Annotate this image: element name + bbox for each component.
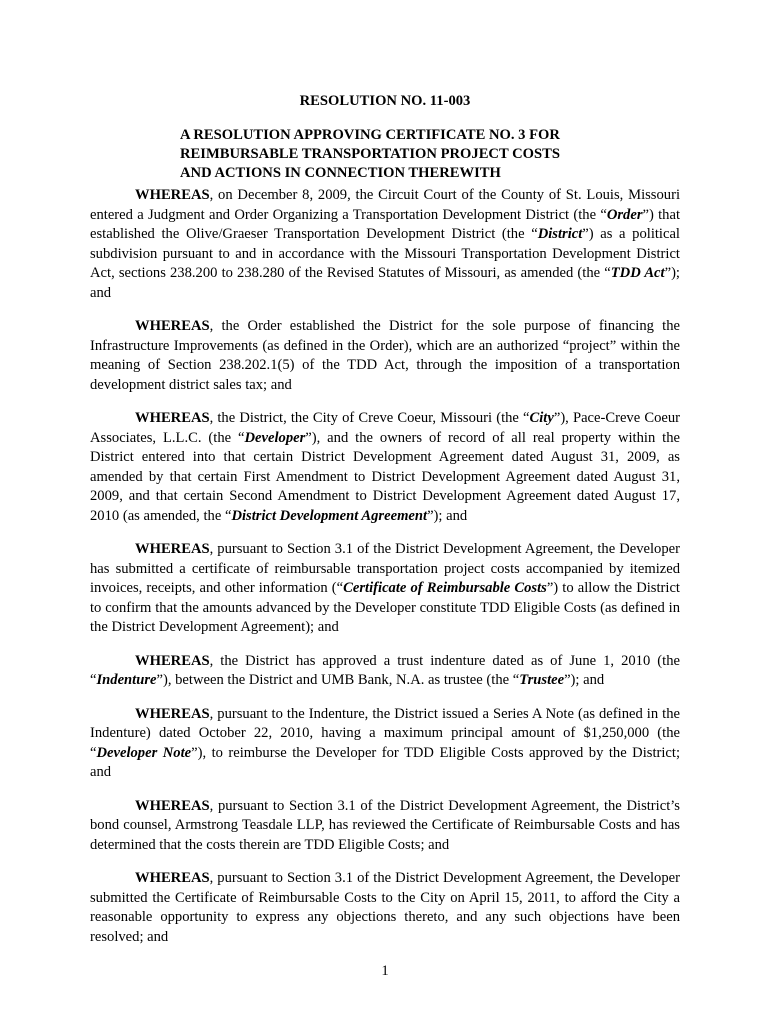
defined-term: District Development Agreement	[231, 507, 428, 524]
resolution-title	[180, 126, 600, 183]
defined-term: Trustee	[519, 672, 565, 688]
whereas-paragraph	[90, 705, 680, 783]
whereas-paragraph	[90, 540, 680, 638]
resolution-number: RESOLUTION NO. 11-003	[299, 93, 471, 109]
paragraph-text: , the District, the City of Creve Coeur, Missouri (the “	[209, 410, 530, 426]
whereas-paragraph	[90, 652, 680, 691]
defined-term: City	[529, 410, 554, 426]
whereas-lead: WHEREAS	[135, 410, 210, 426]
paragraph-text: ”), Pace-Creve Coeur Associates, L.L.C. (the “	[90, 410, 680, 446]
paragraph-text: ”), to reimburse the Developer for TDD Eligible Costs approved by the District; and	[90, 744, 680, 780]
defined-term: Order	[606, 206, 643, 223]
defined-term: Indenture	[96, 672, 157, 688]
defined-term: TDD Act	[610, 265, 665, 281]
title-line: A RESOLUTION APPROVING CERTIFICATE NO. 3 FOR	[180, 127, 560, 143]
paragraph-text: ”); and	[427, 507, 468, 524]
paragraph-text: , the District has approved a trust indenture dated as of June 1, 2010 (the “	[90, 652, 680, 688]
paragraph-text: ”) as a political subdivision pursuant to and in accordance with the Missouri Transportation Development District Act, sections 238.200 to 238.280 of the Revised Statutes of Missouri, as amended (the “	[90, 226, 680, 281]
title-line: AND ACTIONS IN CONNECTION THEREWITH	[180, 165, 501, 181]
whereas-paragraph	[90, 186, 680, 303]
defined-term: Developer	[244, 429, 306, 446]
whereas-lead: WHEREAS	[135, 187, 210, 203]
whereas-paragraph	[90, 317, 680, 395]
whereas-lead: WHEREAS	[135, 652, 210, 669]
defined-term: Developer Note	[96, 744, 192, 761]
paragraph-text: ”); and	[90, 265, 680, 301]
whereas-paragraph	[90, 797, 680, 856]
document-body	[90, 186, 680, 961]
paragraph-text: ”) to allow the District to confirm that the amounts advanced by the Developer constitute TDD Eligible Costs (as defined in the District Development Agreement); and	[90, 580, 680, 635]
defined-term: Certificate of Reimbursable Costs	[343, 580, 547, 596]
title-line: REIMBURSABLE TRANSPORTATION PROJECT COSTS	[180, 146, 560, 162]
whereas-lead: WHEREAS	[135, 541, 210, 557]
whereas-lead: WHEREAS	[135, 870, 210, 886]
whereas-lead: WHEREAS	[135, 705, 210, 722]
whereas-lead: WHEREAS	[135, 797, 210, 814]
whereas-paragraph	[90, 409, 680, 526]
paragraph-text: , the Order established the District for the sole purpose of financing the Infrastructure Improvements (as defined in the Order), which are an authorized “project” within the meaning of Section 238.202.1(5) of the TDD Act, through the imposition of a transportation development district sales tax; and	[90, 318, 680, 393]
whereas-paragraph	[90, 869, 680, 947]
paragraph-text: ”), between the District and UMB Bank, N.A. as trustee (the “	[156, 672, 520, 688]
paragraph-text: ”) that established the Olive/Graeser Transportation Development District (the “	[90, 206, 681, 242]
defined-term: District	[537, 226, 583, 242]
page-number: 1	[381, 963, 389, 979]
paragraph-text: ”), and the owners of record of all real property within the District entered into that certain District Development Agreement dated August 31, 2009, as amended by that certain First Amendment to District Development Agreement dated August 31, 2009, and that certain Second Amendment to District Development Agreement dated August 17, 2010 (as amended, the “	[90, 429, 680, 524]
paragraph-text: , pursuant to the Indenture, the District issued a Series A Note (as defined in the Indenture) dated October 22, 2010, having a maximum principal amount of $1,250,000 (the “	[90, 705, 680, 761]
paragraph-text: , pursuant to Section 3.1 of the District Development Agreement, the Developer has submitted a certificate of reimbursable transportation project costs accompanied by itemized invoices, receipts, and other information (“	[90, 541, 680, 596]
paragraph-text: , pursuant to Section 3.1 of the District Development Agreement, the Developer submitted the Certificate of Reimbursable Costs to the City on April 15, 2011, to afford the City a reasonable opportunity to express any objections thereto, and any such objections have been resolved; and	[90, 870, 680, 945]
paragraph-text: , on December 8, 2009, the Circuit Court of the County of St. Louis, Missouri entered a Judgment and Order Organizing a Transportation Development District (the “	[90, 187, 680, 223]
whereas-lead: WHEREAS	[135, 318, 210, 334]
paragraph-text: , pursuant to Section 3.1 of the District Development Agreement, the District’s bond counsel, Armstrong Teasdale LLP, has reviewed the Certificate of Reimbursable Costs and has determined that the costs therein are TDD Eligible Costs; and	[90, 797, 680, 853]
paragraph-text: ”); and	[564, 672, 605, 688]
